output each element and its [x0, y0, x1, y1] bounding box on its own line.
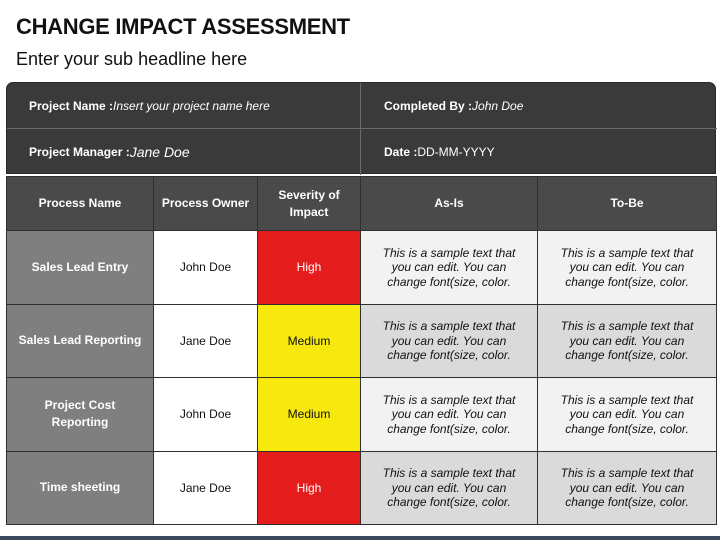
project-name-field[interactable] — [29, 83, 270, 128]
process-name-cell[interactable]: Sales Lead Entry — [7, 231, 154, 305]
process-owner-cell[interactable]: John Doe — [154, 231, 258, 305]
header-as-is: As-Is — [361, 177, 538, 231]
date-field[interactable] — [384, 129, 495, 175]
panel-divider-vertical — [360, 83, 361, 175]
to-be-cell[interactable]: This is a sample text that you can edit. You can change font(size, color. — [538, 231, 717, 305]
completed-by-value: John Doe — [472, 98, 524, 113]
impact-table — [6, 176, 717, 525]
severity-cell[interactable]: Medium — [258, 304, 361, 378]
table-row — [7, 451, 717, 525]
process-name-cell[interactable]: Time sheeting — [7, 451, 154, 525]
as-is-cell[interactable]: This is a sample text that you can edit. You can change font(size, color. — [361, 451, 538, 525]
severity-cell[interactable]: High — [258, 451, 361, 525]
project-manager-label: Project Manager : — [29, 145, 130, 159]
date-label: Date : — [384, 145, 418, 159]
as-is-cell[interactable]: This is a sample text that you can edit. You can change font(size, color. — [361, 304, 538, 378]
severity-cell[interactable]: High — [258, 231, 361, 305]
project-manager-field[interactable] — [29, 129, 190, 175]
slide-title: CHANGE IMPACT ASSESSMENT — [16, 14, 350, 39]
table-row — [7, 231, 717, 305]
process-name-cell[interactable]: Sales Lead Reporting — [7, 304, 154, 378]
to-be-cell[interactable]: This is a sample text that you can edit. You can change font(size, color. — [538, 304, 717, 378]
completed-by-field[interactable] — [384, 83, 523, 128]
project-name-value: Insert your project name here — [113, 98, 270, 113]
to-be-cell[interactable]: This is a sample text that you can edit. You can change font(size, color. — [538, 451, 717, 525]
header-to-be: To-Be — [538, 177, 717, 231]
table-row — [7, 378, 717, 452]
severity-cell[interactable]: Medium — [258, 378, 361, 452]
project-info-panel — [6, 82, 716, 174]
as-is-cell[interactable]: This is a sample text that you can edit. You can change font(size, color. — [361, 378, 538, 452]
date-value: DD-MM-YYYY — [417, 145, 495, 159]
table-row — [7, 304, 717, 378]
table-header-row — [7, 177, 717, 231]
process-owner-cell[interactable]: Jane Doe — [154, 451, 258, 525]
completed-by-label: Completed By : — [384, 98, 473, 113]
process-owner-cell[interactable]: Jane Doe — [154, 304, 258, 378]
process-name-cell[interactable]: Project Cost Reporting — [7, 378, 154, 452]
as-is-cell[interactable]: This is a sample text that you can edit. You can change font(size, color. — [361, 231, 538, 305]
slide-subtitle: Enter your sub headline here — [16, 49, 248, 69]
header-process-owner: Process Owner — [154, 177, 258, 231]
to-be-cell[interactable]: This is a sample text that you can edit. You can change font(size, color. — [538, 378, 717, 452]
footer-accent-bar — [0, 536, 720, 540]
process-owner-cell[interactable]: John Doe — [154, 378, 258, 452]
project-name-label: Project Name : — [29, 98, 114, 113]
header-severity: Severity of Impact — [258, 177, 361, 231]
header-process-name: Process Name — [7, 177, 154, 231]
project-manager-value: Jane Doe — [129, 144, 190, 160]
